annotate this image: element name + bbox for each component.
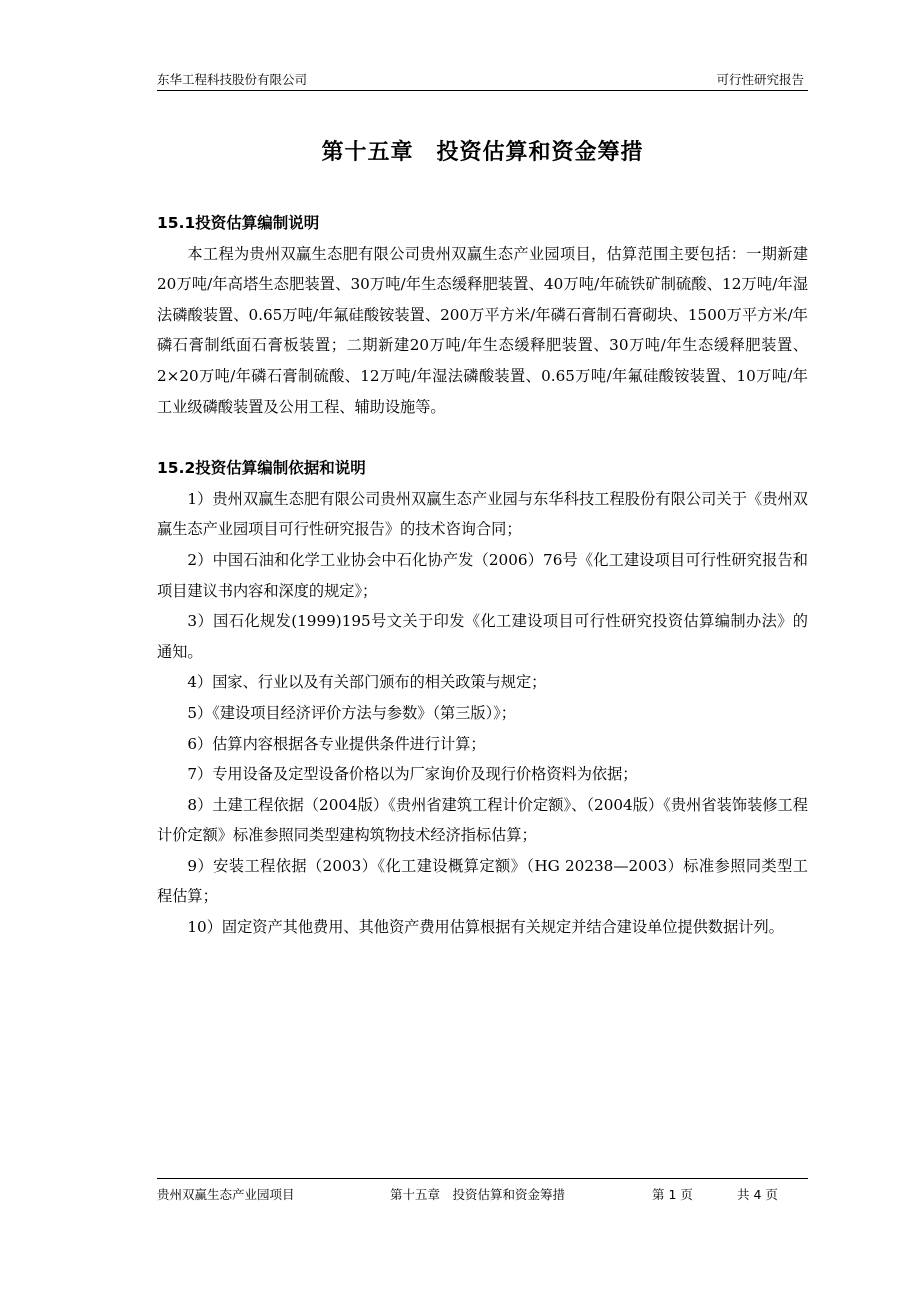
footer-total-pages: 共 4 页 xyxy=(737,1187,778,1202)
header-doc-type: 可行性研究报告 xyxy=(716,72,804,87)
list-item: 7）专用设备及定型设备价格以为厂家询价及现行价格资料为依据； xyxy=(187,765,638,784)
section-paragraph: 本工程为贵州双赢生态肥有限公司贵州双赢生态产业园项目，估算范围主要包括：一期新建20万吨/年高塔生态肥装置、30万吨/年生态缓释肥装置、40万吨/年硫铁矿制硫酸、12万吨/年湿法磷酸装置、0.65万吨/年氟硅酸铵装置、200万平方米/年磷石膏制石膏砌块、1500万平方米/年磷石膏制纸面石膏板装置；二期新建20万吨/年生态缓释肥装置、30万吨/年生态缓释肥装置、2×20万吨/年磷石膏制硫酸、12万吨/年湿法磷酸装置、0.65万吨/年氟硅酸铵装置、10万吨/年工业级磷酸装置及公用工程、辅助设施等。 xyxy=(157,244,808,416)
footer-chapter: 第十五章 投资估算和资金筹措 xyxy=(390,1187,566,1202)
list-item: 9）安装工程依据（2003）《化工建设概算定额》（HG 20238—2003）标准参照同类型工程估算； xyxy=(157,856,808,906)
list-item: 5）《建设项目经济评价方法与参数》（第三版）》； xyxy=(187,703,516,722)
chapter-title: 第十五章 投资估算和资金筹措 xyxy=(321,140,644,165)
section-heading-15-1: 15.1投资估算编制说明 xyxy=(157,214,320,232)
section-heading-15-2: 15.2投资估算编制依据和说明 xyxy=(157,459,366,478)
list-item: 3）国石化规发(1999)195号文关于印发《化工建设项目可行性研究投资估算编制办法》的通知。 xyxy=(157,612,808,661)
list-item: 2）中国石油和化学工业协会中石化协产发（2006）76号《化工建设项目可行性研究报告和项目建议书内容和深度的规定》； xyxy=(157,550,808,600)
list-item: 6）估算内容根据各专业提供条件进行计算； xyxy=(187,734,486,753)
page-footer xyxy=(157,1178,808,1201)
document-body xyxy=(157,208,808,943)
footer-project: 贵州双赢生态产业园项目 xyxy=(157,1187,295,1202)
list-item: 4）国家、行业以及有关部门颁布的相关政策与规定； xyxy=(187,673,547,692)
footer-page-number: 第 1 页 xyxy=(652,1187,693,1202)
list-item: 10）固定资产其他费用、其他资产费用估算根据有关规定并结合建设单位提供数据计列。 xyxy=(187,918,784,937)
header-company: 东华工程科技股份有限公司 xyxy=(157,72,308,87)
page-header xyxy=(157,66,808,91)
list-item: 1）贵州双赢生态肥有限公司贵州双赢生态产业园与东华科技工程股份有限公司关于《贵州双赢生态产业园项目可行性研究报告》的技术咨询合同； xyxy=(157,489,808,539)
list-item: 8）土建工程依据（2004版）《贵州省建筑工程计价定额》、（2004版）《贵州省装饰装修工程计价定额》标准参照同类型建构筑物技术经济指标估算； xyxy=(157,795,808,845)
